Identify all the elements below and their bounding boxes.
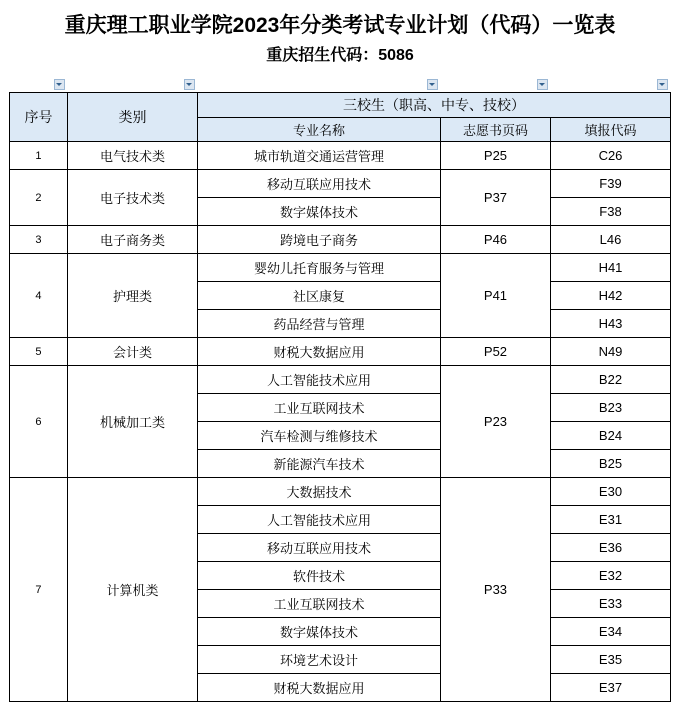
cell-seq: 6 xyxy=(9,366,67,478)
table-body xyxy=(9,142,670,702)
cell-fill-code: E34 xyxy=(550,618,670,646)
cell-fill-code: E32 xyxy=(550,562,670,590)
cell-major: 婴幼儿托育服务与管理 xyxy=(197,254,440,282)
cell-seq: 3 xyxy=(9,226,67,254)
cell-seq: 5 xyxy=(9,338,67,366)
cell-major: 工业互联网技术 xyxy=(197,590,440,618)
plan-table xyxy=(9,92,671,702)
cell-fill-code: B24 xyxy=(550,422,670,450)
table-row xyxy=(9,170,670,198)
cell-fill-code: B22 xyxy=(550,366,670,394)
cell-category: 计算机类 xyxy=(67,478,197,702)
cell-major: 财税大数据应用 xyxy=(197,674,440,702)
cell-major: 工业互联网技术 xyxy=(197,394,440,422)
cell-fill-code: F39 xyxy=(550,170,670,198)
filter-cell-fill-code xyxy=(551,78,671,92)
table-row xyxy=(9,366,670,394)
filter-cell-category xyxy=(68,78,198,92)
filter-cell-volunteer-code xyxy=(441,78,551,92)
cell-volunteer-code: P33 xyxy=(440,478,550,702)
table-row xyxy=(9,226,670,254)
header-row-1 xyxy=(9,93,670,118)
cell-category: 机械加工类 xyxy=(67,366,197,478)
filter-cell-seq xyxy=(10,78,68,92)
cell-category: 会计类 xyxy=(67,338,197,366)
cell-major: 人工智能技术应用 xyxy=(197,506,440,534)
cell-category: 电子商务类 xyxy=(67,226,197,254)
cell-fill-code: H41 xyxy=(550,254,670,282)
cell-fill-code: H43 xyxy=(550,310,670,338)
page-title: 重庆理工职业学院2023年分类考试专业计划（代码）一览表 xyxy=(64,14,616,37)
cell-fill-code: B25 xyxy=(550,450,670,478)
cell-fill-code: E37 xyxy=(550,674,670,702)
cell-fill-code: E35 xyxy=(550,646,670,674)
cell-major: 移动互联应用技术 xyxy=(197,170,440,198)
cell-fill-code: H42 xyxy=(550,282,670,310)
cell-fill-code: B23 xyxy=(550,394,670,422)
filter-dropdown-icon-volunteer-code[interactable] xyxy=(537,79,548,90)
cell-major: 软件技术 xyxy=(197,562,440,590)
cell-seq: 4 xyxy=(9,254,67,338)
header-major: 专业名称 xyxy=(197,118,440,142)
cell-category: 电子技术类 xyxy=(67,170,197,226)
cell-fill-code: C26 xyxy=(550,142,670,170)
cell-major: 跨境电子商务 xyxy=(197,226,440,254)
cell-major: 大数据技术 xyxy=(197,478,440,506)
table-row xyxy=(9,338,670,366)
cell-major: 财税大数据应用 xyxy=(197,338,440,366)
table-row xyxy=(9,478,670,506)
header-category: 类别 xyxy=(67,93,197,142)
cell-major: 人工智能技术应用 xyxy=(197,366,440,394)
cell-major: 社区康复 xyxy=(197,282,440,310)
cell-major: 城市轨道交通运营管理 xyxy=(197,142,440,170)
cell-major: 移动互联应用技术 xyxy=(197,534,440,562)
cell-seq: 1 xyxy=(9,142,67,170)
filter-cell-major xyxy=(198,78,441,92)
cell-major: 新能源汽车技术 xyxy=(197,450,440,478)
header-group: 三校生（职高、中专、技校） xyxy=(197,93,670,118)
filter-dropdown-icon-category[interactable] xyxy=(184,79,195,90)
cell-volunteer-code: P52 xyxy=(440,338,550,366)
header-volunteer-code: 志愿书页码 xyxy=(440,118,550,142)
cell-fill-code: E33 xyxy=(550,590,670,618)
cell-fill-code: E36 xyxy=(550,534,670,562)
cell-major: 数字媒体技术 xyxy=(197,618,440,646)
table-row xyxy=(9,142,670,170)
cell-fill-code: N49 xyxy=(550,338,670,366)
cell-category: 电气技术类 xyxy=(67,142,197,170)
cell-major: 汽车检测与维修技术 xyxy=(197,422,440,450)
cell-fill-code: F38 xyxy=(550,198,670,226)
cell-major: 药品经营与管理 xyxy=(197,310,440,338)
cell-volunteer-code: P41 xyxy=(440,254,550,338)
header-fill-code: 填报代码 xyxy=(550,118,670,142)
filter-dropdown-icon-fill-code[interactable] xyxy=(657,79,668,90)
filter-dropdown-icon-seq[interactable] xyxy=(54,79,65,90)
cell-volunteer-code: P46 xyxy=(440,226,550,254)
cell-volunteer-code: P25 xyxy=(440,142,550,170)
table-header xyxy=(9,93,670,142)
filter-dropdown-icon-major[interactable] xyxy=(427,79,438,90)
cell-volunteer-code: P37 xyxy=(440,170,550,226)
cell-volunteer-code: P23 xyxy=(440,366,550,478)
cell-fill-code: L46 xyxy=(550,226,670,254)
filter-button-row xyxy=(10,78,671,92)
cell-major: 数字媒体技术 xyxy=(197,198,440,226)
title-block xyxy=(0,0,680,70)
cell-fill-code: E30 xyxy=(550,478,670,506)
page-subtitle: 重庆招生代码：5086 xyxy=(266,47,414,64)
cell-major: 环境艺术设计 xyxy=(197,646,440,674)
cell-seq: 7 xyxy=(9,478,67,702)
cell-seq: 2 xyxy=(9,170,67,226)
table-row xyxy=(9,254,670,282)
cell-fill-code: E31 xyxy=(550,506,670,534)
header-seq: 序号 xyxy=(9,93,67,142)
cell-category: 护理类 xyxy=(67,254,197,338)
